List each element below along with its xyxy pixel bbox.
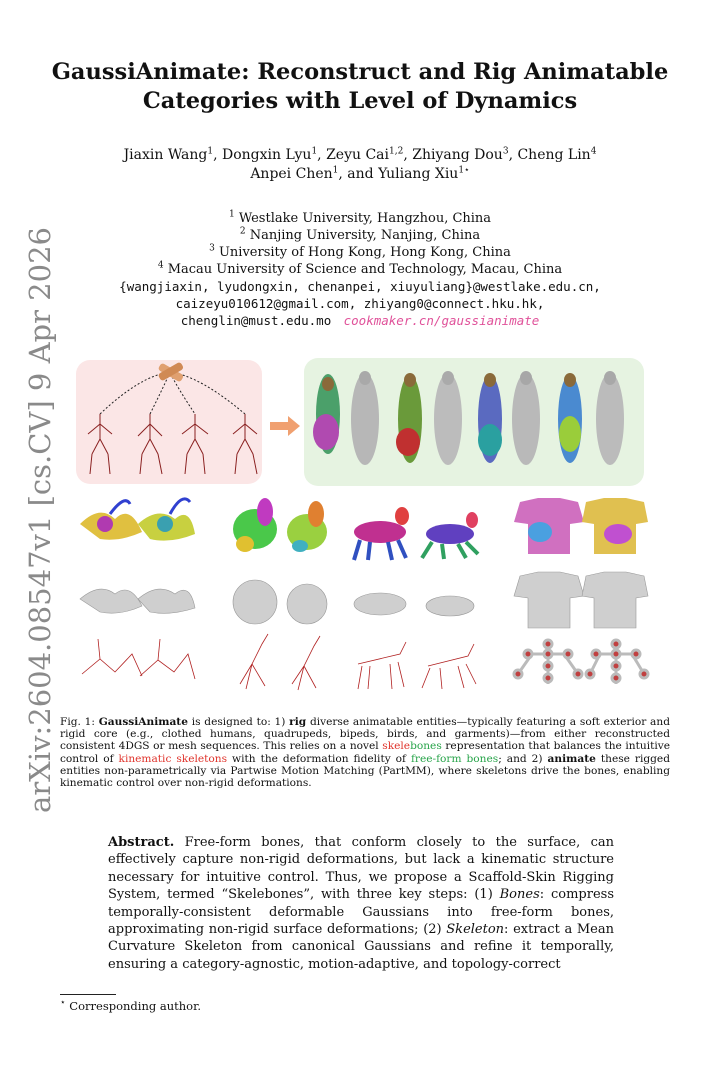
bird-gray-1 xyxy=(80,589,142,613)
shirt-color-2 xyxy=(582,498,648,554)
abstract-skeleton: Skeleton xyxy=(446,922,505,938)
author-sup: 1 xyxy=(207,146,214,157)
deer-color-2 xyxy=(422,512,478,559)
deer-gray-2 xyxy=(426,596,474,616)
chicken-color-1 xyxy=(233,498,277,552)
author-sup: 1,2 xyxy=(389,146,404,157)
bird-color-1 xyxy=(80,501,142,540)
author-list xyxy=(40,146,680,184)
footnote-rule xyxy=(60,994,116,995)
footnote-mark: ⋆ xyxy=(60,998,66,1009)
caption-name: GaussiAnimate xyxy=(98,716,188,728)
author-sup: 1 xyxy=(311,146,318,157)
author-line-2: Anpei Chen$^1$, and Yuliang Xiu$^{1⋆}$ xyxy=(250,165,470,182)
caption-skele: skele xyxy=(382,740,411,753)
author-sup: 1⋆ xyxy=(458,165,470,176)
author-sup: 1 xyxy=(332,165,339,176)
caption-text: with the deformation fidelity of xyxy=(227,752,411,765)
shirt-gray-1 xyxy=(514,572,584,628)
caption-label: Fig. 1: xyxy=(60,716,95,728)
chicken-gray-2 xyxy=(287,584,327,624)
caption-text: these rigged entities non-parametrically via Partwise Motion Matching (PartMM), where skeletons drive the bones, enabling kinematic control over non-rigid deformations. xyxy=(60,752,670,790)
arxiv-stamp-text: arXiv:2604.08547v1 [cs.CV] 9 Apr 2026 xyxy=(23,227,57,813)
deer-color-1 xyxy=(354,507,409,560)
caption-bones: bones xyxy=(410,740,442,753)
author-name: Zeyu Cai xyxy=(326,147,390,163)
shirt-gray-2 xyxy=(582,572,648,628)
deer-skeleton-1 xyxy=(358,642,406,689)
colored-mesh-row xyxy=(80,498,648,560)
bird-gray-2 xyxy=(138,589,195,613)
author-name: Cheng Lin xyxy=(517,147,591,163)
affiliation-sup: 3 xyxy=(209,243,215,254)
affiliation xyxy=(40,244,680,261)
chicken-skeleton-2 xyxy=(292,636,320,690)
author-line-1: Jiaxin Wang$^1$, Dongxin Lyu$^1$, Zeyu Cai$^{1,2}$, Zhiyang Dou$^3$, Cheng Lin$^4$ xyxy=(123,146,597,163)
email-chenglin: chenglin@must.edu.mo xyxy=(180,313,332,328)
caption-animate: animate xyxy=(547,752,596,765)
bird-skeleton-1 xyxy=(82,639,142,676)
abstract-text: Free-form bones, that conform closely to the surface, can effectively capture non-rigid deformations, but lack a kinematic structure necessary for intuitive control. Thus, we propose a Scaffold-Skin Rigging System, termed “Skelebones”, with three key steps: (1) xyxy=(108,835,614,903)
abstract-text: : compress temporally-consistent deformable Gaussians into free-form bones, approximating non-rigid surface deformations; (2) xyxy=(108,887,614,938)
caption-kinematic: kinematic skeletons xyxy=(118,752,228,765)
author-name: Zhiyang Dou xyxy=(412,147,503,163)
gray-mesh-row xyxy=(80,572,648,628)
caption-text: is designed to: 1) xyxy=(187,716,290,728)
shirt-skeletons xyxy=(514,640,648,684)
title-line-2: Categories with Level of Dynamics xyxy=(142,88,578,114)
footnote-text: Corresponding author. xyxy=(69,999,201,1013)
bird-skeleton-2 xyxy=(140,639,195,679)
affiliation xyxy=(40,227,680,244)
chicken-skeleton-1 xyxy=(240,634,268,689)
deer-skeleton-2 xyxy=(422,644,476,689)
caption-freeform: free-form bones xyxy=(410,752,499,765)
author-sup: 4 xyxy=(590,146,597,157)
affiliation-text: Nanjing University, Nanjing, China xyxy=(249,228,481,243)
bird-color-2 xyxy=(138,499,195,541)
project-link[interactable]: cookmaker.cn/gaussianimate xyxy=(343,313,540,328)
abstract-bones: Bones xyxy=(499,887,540,903)
affiliation-sup: 2 xyxy=(239,226,246,237)
caption-text: representation that balances the intuitive control of xyxy=(60,740,670,765)
caption-rig: rig xyxy=(289,716,307,728)
author-name: Yuliang Xiu xyxy=(378,166,459,182)
author-sup: 3 xyxy=(502,146,509,157)
affiliation-text: University of Hong Kong, Hong Kong, China xyxy=(218,245,511,260)
arrow-icon xyxy=(270,416,300,436)
figure-caption xyxy=(60,716,670,789)
abstract xyxy=(108,834,614,973)
title-line-1: GaussiAnimate: Reconstruct and Rig Animatable xyxy=(51,59,669,85)
author-name: Jiaxin Wang xyxy=(123,147,208,163)
affiliation-text: Westlake University, Hangzhou, China xyxy=(238,211,492,226)
author-name: Dongxin Lyu xyxy=(221,147,312,163)
emails-line-2: caizeyu010612@gmail.com, zhiyang0@connect.hku.hk, xyxy=(175,296,545,311)
emails-line-3 xyxy=(40,312,680,330)
paper-title xyxy=(40,58,680,116)
chicken-gray-1 xyxy=(233,580,277,624)
skeleton-row xyxy=(82,634,476,690)
abstract-text: : extract a Mean Curvature Skeleton from canonical Gaussians and refine it temporally, ensuring a category-agnostic, motion-adaptive, and topology-correct xyxy=(108,922,614,972)
affiliation-sup: 1 xyxy=(228,209,235,220)
teaser-figure xyxy=(70,354,650,708)
affiliation-text: Macau University of Science and Technology, Macau, China xyxy=(167,262,563,277)
footnote xyxy=(60,999,201,1013)
abstract-label: Abstract. xyxy=(108,835,175,850)
affiliation xyxy=(40,261,680,278)
affiliation-sup: 4 xyxy=(157,260,164,271)
affiliation xyxy=(40,210,680,227)
caption-text: ; and 2) xyxy=(498,752,548,765)
deer-gray-1 xyxy=(354,593,406,615)
emails-line-1: {wangjiaxin, lyudongxin, chenanpei, xiuyuliang}@westlake.edu.cn, xyxy=(119,279,601,294)
shirt-color-1 xyxy=(514,498,584,554)
skeleton-panel xyxy=(76,360,262,484)
author-name: Anpei Chen xyxy=(250,166,333,182)
affiliations xyxy=(40,210,680,330)
caption-text: diverse animatable entities—typically featuring a soft exterior and rigid core (e.g., clothed humans, quadrupeds, bipeds, birds, and garments)—from either reconstructed consistent 4DGS or mesh sequences. This relies on a novel xyxy=(60,716,670,753)
chicken-color-2 xyxy=(287,501,327,552)
